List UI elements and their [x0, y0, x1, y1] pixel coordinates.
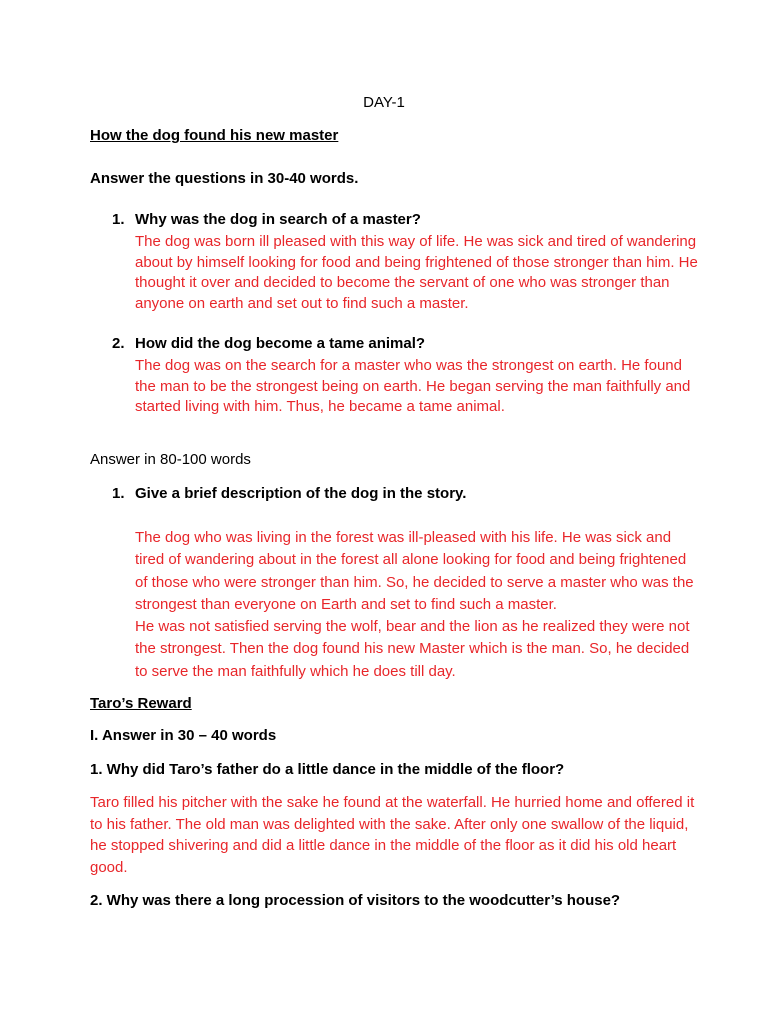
answer-text	[90, 792, 695, 878]
question-number: 1.	[112, 211, 125, 228]
answer-text	[135, 527, 694, 683]
answer-line: to his father. The old man was delighted with the sake. After only one swallow of the liquid,	[90, 815, 689, 833]
answer-line: strongest than everyone on Earth and set to find such a master.	[135, 595, 557, 613]
answer-line: good.	[90, 858, 128, 876]
story1-title: How the dog found his new master	[90, 127, 339, 144]
answer-line: thought it over and decided to become the servant of one who was stronger than	[135, 274, 670, 291]
question-number: 1.	[112, 485, 125, 502]
answer-line: The dog was born ill pleased with this way of life. He was sick and tired of wandering	[135, 233, 697, 250]
question-text: 2. Why was there a long procession of visitors to the woodcutter’s house?	[90, 892, 621, 909]
answer-line: The dog was on the search for a master who was the strongest on earth. He found	[135, 357, 682, 374]
answer-line: started living with him. Thus, he became a tame animal.	[135, 398, 505, 415]
instruction-long-answer: Answer in 80-100 words	[90, 451, 251, 468]
answer-line: to serve the man faithfully which he does till day.	[135, 662, 456, 680]
answer-line: he stopped shivering and did a little dance in the middle of the floor as it did his old heart	[90, 837, 677, 854]
answer-text	[135, 356, 691, 418]
answer-line: anyone on earth and set out to find such a master.	[135, 294, 469, 312]
answer-line: tired of wandering about in the forest all alone looking for food and being frightened	[135, 551, 687, 569]
answer-line: The dog who was living in the forest was ill-pleased with his life. He was sick and	[135, 529, 672, 546]
day-title: DAY-1	[363, 94, 405, 111]
story2-instruction: I. Answer in 30 – 40 words	[90, 727, 277, 744]
answer-line: the strongest. Then the dog found his new Master which is the man. So, he decided	[135, 640, 690, 658]
instruction-short-answer: Answer the questions in 30-40 words.	[90, 170, 359, 187]
answer-line: the man to be the strongest being on earth. He began serving the man faithfully and	[135, 377, 691, 395]
answer-line: about by himself looking for food and being frightened of those stronger than him. He	[135, 253, 698, 271]
story2-title: Taro’s Reward	[90, 695, 192, 712]
question-number: 2.	[112, 335, 125, 352]
question-text: Why was the dog in search of a master?	[135, 211, 421, 228]
answer-line: He was not satisfied serving the wolf, bear and the lion as he realized they were not	[135, 618, 690, 636]
question-text: 1. Why did Taro’s father do a little dance in the middle of the floor?	[90, 761, 565, 778]
answer-line: of those who were stronger than him. So, he decided to serve a master who was the	[135, 573, 694, 591]
question-text: Give a brief description of the dog in the story.	[135, 485, 467, 502]
answer-line: Taro filled his pitcher with the sake he found at the waterfall. He hurried home and offered it	[90, 794, 695, 811]
question-text: How did the dog become a tame animal?	[135, 335, 426, 352]
answer-text	[135, 232, 698, 314]
